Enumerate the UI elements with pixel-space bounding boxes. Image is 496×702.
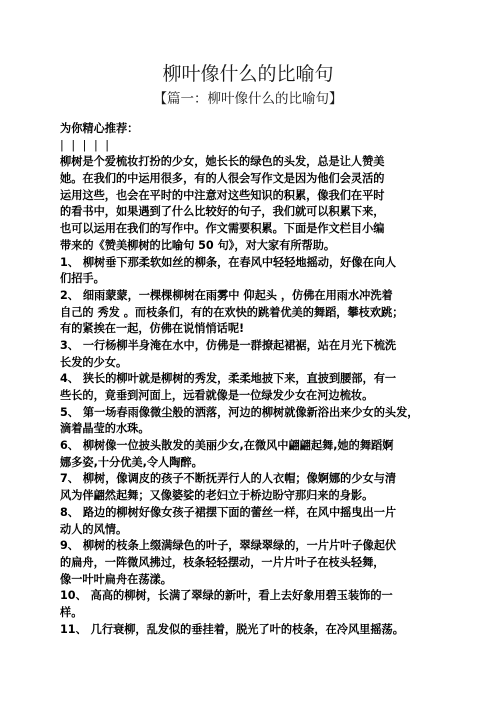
text-line: 3、 一行杨柳半身淹在水中，仿佛是一群撩起裙裾，站在月光下梳洗 [60, 338, 397, 352]
text-line: 9、 柳树的枝条上缀满绿色的叶子，翠绿翠绿的，一片片叶子像起伏 [60, 539, 397, 553]
text-line: 的扁舟，一阵微风拂过，枝条轻轻摆动，一片片叶子在枝头轻舞， [60, 555, 385, 569]
text-line: 6、 柳树像一位披头散发的美丽少女,在微风中翩翩起舞,她的舞蹈婀 [60, 439, 394, 453]
page-subtitle: 【篇一：柳叶像什么的比喻句】 [153, 91, 343, 107]
recommend-heading: 为你精心推荐： [60, 122, 139, 135]
text-line: 2、 细雨蒙蒙，一棵棵柳树在雨雾中 仰起头 ，仿佛在用雨水冲洗着 [60, 288, 393, 302]
text-line: 娜多姿,十分优美,令人陶醉。 [60, 455, 203, 469]
text-line: 长发的少女。 [60, 355, 128, 369]
text-line: 4、 狭长的柳叶就是柳树的秀发，柔柔地披下来，直披到腰部，有一 [60, 372, 397, 386]
text-line: 8、 路边的柳树好像女孩子裙摆下面的蕾丝一样，在风中摇曳出一片 [60, 505, 397, 519]
text-line: 7、 柳树，像调皮的孩子不断抚弄行人的人衣帽；像婀娜的少女与清 [60, 472, 397, 486]
text-line: 柳树是个爱梳妆打扮的少女，她长长的绿色的头发，总是让人赞美 [60, 155, 385, 169]
text-line: 5、 第一场春雨像微尘般的洒落，河边的柳树就像新浴出来少女的头发， [60, 405, 419, 419]
page-title: 柳叶像什么的比喻句 [162, 63, 334, 85]
text-line: 自己的 秀发 。而枝条们，有的在欢快的跳着优美的舞蹈，攀枝欢跳； [60, 305, 404, 319]
text-line: 她。在我们的中运用很多，有的人很会写作文是因为他们会灵活的 [60, 172, 385, 186]
text-line: 动人的风情。 [60, 522, 128, 536]
text-line: 运用这些，也会在平时的中注意对这些知识的积累，像我们在平时 [60, 188, 385, 202]
text-line: 有的紧挨在一起，仿佛在说悄悄话呢! [60, 322, 245, 336]
link-separator-row: | | | | | [60, 138, 112, 152]
text-line: 像一叶叶扁舟在荡漾。 [60, 572, 172, 586]
text-line: 样。 [60, 605, 83, 619]
text-line: 带来的《赞美柳树的比喻句 50 句》，对大家有所帮助。 [60, 238, 336, 252]
text-line: 们招手。 [60, 272, 105, 286]
text-line: 10、 高高的柳树，长满了翠绿的新叶，看上去好象用碧玉装饰的一 [60, 589, 393, 603]
text-line: 滴着晶莹的水珠。 [60, 422, 150, 436]
text-line: 1、 柳树垂下那柔软如丝的柳条，在春风中轻轻地摇动，好像在向人 [60, 255, 397, 269]
text-line: 11、 几行衰柳，乱发似的垂挂着，脱光了叶的枝条，在冷风里摇荡。 [60, 622, 404, 636]
text-line: 的看书中，如果遇到了什么比较好的句子，我们就可以积累下来， [60, 205, 385, 219]
text-line: 也可以运用在我们的写作中。作文需要积累。下面是作文栏目小编 [60, 222, 385, 236]
text-line: 风为伴翩然起舞；又像婆娑的老妇立于桥边盼守那归来的身影。 [60, 489, 374, 503]
text-line: 些长的，竟垂到河面上，远看就像是一位绿发少女在河边梳妆。 [60, 389, 374, 402]
document-body [60, 121, 450, 638]
